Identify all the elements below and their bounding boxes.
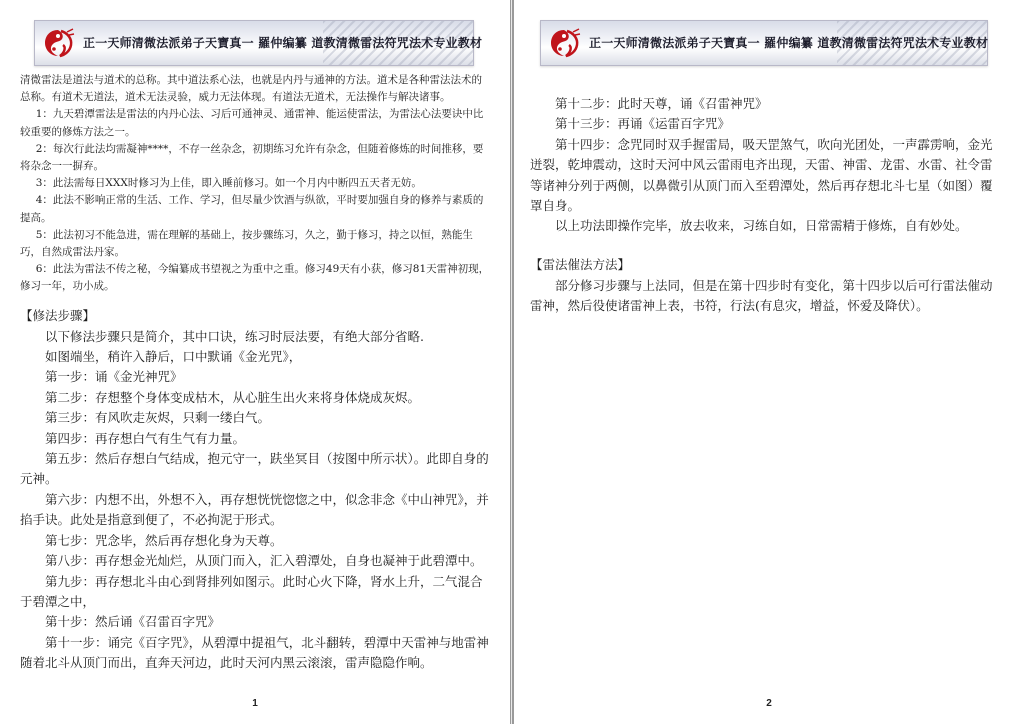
note-3: 3：此法需每日XXX时修习为上佳，即入睡前修习。如一个月内中断四五天者无妨。 bbox=[35, 177, 422, 190]
note-6: 6：此法为雷法不传之秘，今编纂成书望视之为重中之重。修习49天有小获，修习81天雷神初现，修习一年，功小成。 bbox=[20, 263, 490, 293]
banner-title: 正一天师清微法派弟子天寶真一 羅仲编纂 道教清微雷法符咒法术专业教材 bbox=[589, 36, 989, 50]
step-paragraph: 第五步：然后存想白气结成，抱元守一，趺坐冥目（按图中所示状）。此即自身的元神。 bbox=[20, 451, 489, 487]
header-banner bbox=[34, 20, 483, 66]
step-paragraph: 第六步：内想不出，外想不入，再存想恍恍惚惚之中，似念非念《中山神咒》，并掐手诀。此处是指意到便了，不必拘泥于形式。 bbox=[20, 491, 489, 528]
step-paragraph: 第一步：诵《金光神咒》 bbox=[45, 369, 183, 385]
step-paragraph: 如图端坐，稍许入静后，口中默诵《金光咒》， bbox=[45, 349, 302, 365]
header-banner bbox=[540, 20, 988, 66]
method-paragraph: 部分修习步骤与上法同，但是在第十四步时有变化，第十四步以后可行雷法催动雷神，然后役使诸雷神上表，书符，行法(有息灾，增益，怀爱及降伏）。 bbox=[530, 277, 993, 314]
note-4: 4：此法不影响正常的生活、工作、学习，但尽量少饮酒与纵欲，平时要加强自身的修养与素质的提高。 bbox=[20, 194, 484, 224]
step-paragraph: 第三步：有风吹走灰烬，只剩一缕白气。 bbox=[45, 410, 271, 426]
page-number: 1 bbox=[252, 698, 258, 709]
step-paragraph: 第四步：再存想白气有生气有力量。 bbox=[45, 430, 246, 446]
step-paragraph: 第九步：再存想北斗由心到肾排列如图示。此时心火下降，肾水上升，二气混合于碧潭之中， bbox=[20, 573, 483, 609]
taiji-dragon-logo-icon bbox=[41, 27, 75, 59]
note-1: 1：九天碧潭雷法是雷法的内丹心法、习后可通神灵、通雷神、能运使雷法，为雷法心法要诀中比较重要的修炼方法之一。 bbox=[20, 108, 484, 138]
banner-title: 正一天师清微法派弟子天寶真一 羅仲编纂 道教清微雷法符咒法术专业教材 bbox=[83, 36, 483, 50]
intro-paragraph: 清微雷法是道法与道术的总称。其中道法系心法，也就是内丹与通神的方法。道术是各种雷法法术的总称。有道术无道法，道术无法灵验，威力无法体现。有道法无道术，无法操作与解决诸事。 bbox=[20, 74, 482, 104]
page-2-content bbox=[530, 94, 1002, 317]
taiji-dragon-logo-icon bbox=[547, 27, 581, 59]
step-paragraph: 第十步：然后诵《召雷百字咒》 bbox=[45, 614, 221, 630]
step-paragraph: 第十二步：此时天尊，诵《召雷神咒》 bbox=[555, 96, 768, 111]
section-heading-method: 【雷法催法方法】 bbox=[530, 256, 631, 272]
step-paragraph: 以下修法步骤只是简介，其中口诀，练习时辰法要，有绝大部分省略. bbox=[45, 328, 424, 344]
page-1 bbox=[0, 0, 510, 724]
page-2 bbox=[514, 0, 1024, 724]
step-paragraph: 以上功法即操作完毕，放去收来，习练自如，日常需精于修炼，自有妙处。 bbox=[555, 218, 968, 234]
step-paragraph: 第十一步：诵完《百字咒》，从碧潭中提祖气，北斗翻转，碧潭中天雷神与地雷神随着北斗从顶门而出，直奔天河边，此时天河内黑云滚滚，雷声隐隐作响。 bbox=[20, 634, 489, 671]
step-paragraph: 第十四步：念咒同时双手握雷局，吸天罡煞气，吹向光团处，一声霹雳响，金光迸裂，乾坤震动，这时天河中风云雷雨电齐出现，天雷、神雷、龙雷、水雷、社令雷等诸神分列于两侧，以鼻微引从顶门而入至碧潭处，然后再存想北斗七星（如图）覆罩自身。 bbox=[530, 136, 993, 214]
section-heading-steps: 【修法步骤】 bbox=[20, 307, 96, 323]
page-1-content bbox=[20, 72, 490, 674]
step-paragraph: 第十三步：再诵《运雷百字咒》 bbox=[555, 116, 731, 132]
step-paragraph: 第二步：存想整个身体变成枯木，从心脏生出火来将身体烧成灰烬。 bbox=[45, 389, 421, 405]
note-2: 2：每次行此法均需凝神****，不存一丝杂念，初期练习允许有杂念，但随着修炼的时间推移，要将杂念一一摒弃。 bbox=[20, 142, 484, 173]
page-number: 2 bbox=[766, 698, 772, 709]
spacer bbox=[530, 237, 1002, 245]
step-paragraph: 第七步：咒念毕，然后再存想化身为天尊。 bbox=[45, 532, 283, 548]
note-5: 5：此法初习不能急进，需在理解的基础上，按步骤练习，久之，勤于修习，持之以恒，熟能生巧，自然成雷法丹家。 bbox=[20, 228, 473, 259]
step-paragraph: 第八步：再存想金光灿烂，从顶门而入，汇入碧潭处，自身也凝神于此碧潭中。 bbox=[45, 553, 483, 569]
